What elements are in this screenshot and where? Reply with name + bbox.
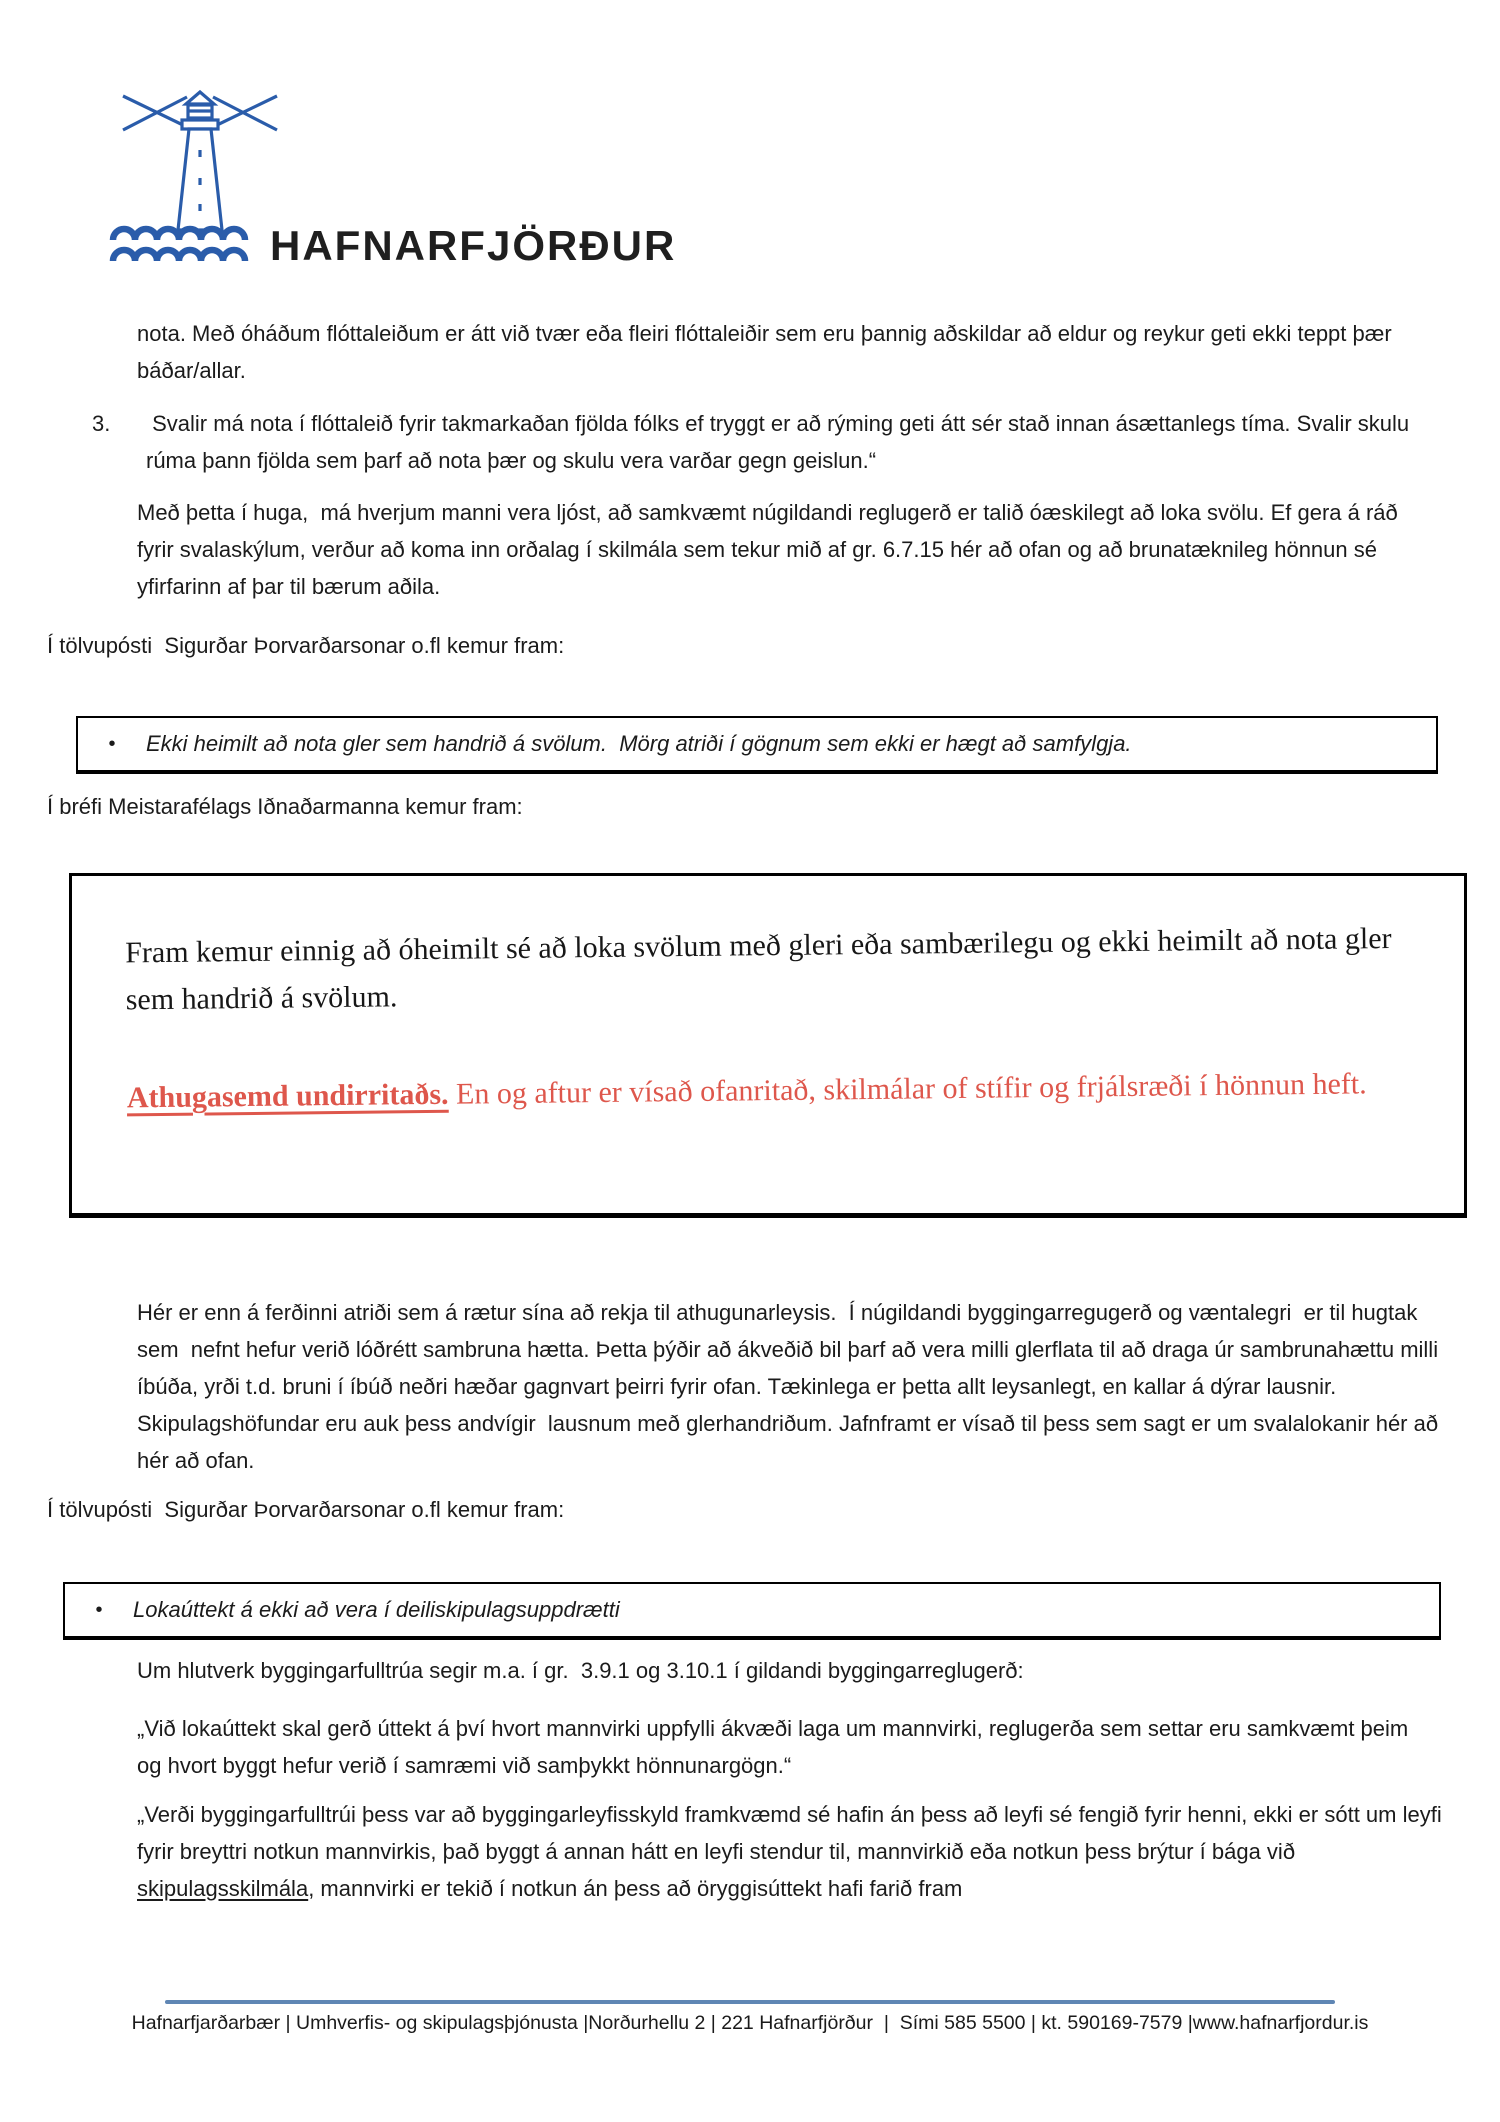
footer-divider [165, 2000, 1335, 2004]
list-item-text: Svalir má nota í flóttaleið fyrir takmarkaðan fjölda fólks ef tryggt er að rýming geti átt sér stað innan ásættanlegs tíma. Svalir skulu rúma þann fjölda sem þarf að nota þær og skulu vera varðar gegn geislun.“ [146, 411, 1416, 473]
list-number: 3. [92, 411, 111, 436]
letter-heading: Í bréfi Meistarafélags Iðnaðarmanna kemur fram: [47, 794, 523, 819]
scan-red-text [127, 1061, 1432, 1121]
list-item-3 [92, 405, 1442, 479]
email-heading-1: Í tölvupósti Sigurðar Þorvarðarsonar o.fl kemur fram: [47, 633, 565, 658]
paragraph-med-thetta: Með þetta í huga, má hverjum manni vera ljóst, að samkvæmt núgildandi reglugerð er talið óæskilegt að loka svölu. Ef gera á ráð fyrir svalaskýlum, verður að koma inn orðalag í skilmála sem tekur mið af gr. 6.7.15 hér að ofan og að brunatæknileg hönnun sé yfirfarinn af þar til bærum aðila. [137, 500, 1404, 599]
para6-before: „Verði byggingarfulltrúi þess var að byggingarleyfisskyld framkvæmd sé hafin án þess að leyfi sé fengið fyrir henni, ekki er sótt um leyfi fyrir breyttri notkun mannvirkis, það byggt á annan hátt en leyfi stendur til, mannvirkið eða notkun þess brýtur í bága við [137, 1802, 1448, 1864]
para6-underlined-word: skipulagsskilmála [137, 1876, 309, 1901]
quote-box-2 [63, 1582, 1441, 1640]
paragraph-verdi-byggingarfulltrui [137, 1796, 1448, 1907]
paragraph-vid-lokauttekt: „Við lokaúttekt skal gerð úttekt á því hvort mannvirki uppfylli ákvæði laga um mannvirki, reglugerða sem settar eru samkvæmt þeim og hvort byggt hefur verið í samræmi við samþykkt hönnunargögn.“ [137, 1716, 1415, 1778]
quote-box-2-text: Lokaúttekt á ekki að vera í deiliskipulagsuppdrætti [133, 1597, 620, 1622]
scan-red-body: En og aftur er vísað ofanritað, skilmálar of stífir og frjálsræði í hönnun heft. [448, 1067, 1367, 1111]
quote-box-1 [76, 716, 1438, 774]
paragraph-flottaleidir: nota. Með óháðum flóttaleiðum er átt við tvær eða fleiri flóttaleiðir sem eru þannig aðskildar að eldur og reykur geti ekki teppt þær báðar/allar. [137, 321, 1398, 383]
scanned-letter-box [69, 873, 1467, 1218]
bullet-icon: • [95, 1599, 103, 1621]
scan-black-text: Fram kemur einnig að óheimilt sé að loka svölum með gleri eða sambærilegu og ekki heimilt að nota gler sem handrið á svölum. [125, 921, 1400, 1017]
quote-box-1-text: Ekki heimilt að nota gler sem handrið á svölum. Mörg atriði í gögnum sem ekki er hægt að samfylgja. [146, 731, 1132, 756]
bullet-icon: • [108, 733, 116, 755]
para6-after: , mannvirki er tekið í notkun án þess að öryggisúttekt hafi farið fram [308, 1876, 963, 1901]
footer-contact: Hafnarfjarðarbær | Umhverfis- og skipulagsþjónusta |Norðurhellu 2 | 221 Hafnarfjörður | Sími 585 5500 | kt. 590169-7579 |www.hafnarfjordur.is [131, 2012, 1369, 2034]
scan-red-label: Athugasemd undirritaðs. [126, 1077, 449, 1115]
paragraph-her-er-enn: Hér er enn á ferðinni atriði sem á rætur sína að rekja til athugunarleysis. Í núgildandi byggingarregugerð og væntalegri er til hugtak sem nefnt hefur verið lóðrétt sambruna hætta. Þetta þýðir að ákveðið bil þarf að vera milli glerflata til að draga úr sambrunahættu milli íbúða, yrði t.d. bruni í íbúð neðri hæðar gagnvart þeirri fyrir ofan. Tækinlega er þetta allt leysanlegt, en kallar á dýrar lausnir. Skipulagshöfundar eru auk þess andvígir lausnum með glerhandriðum. Jafnframt er vísað til þess sem sagt er um svalalokanir hér að hér að ofan. [137, 1300, 1445, 1473]
email-heading-2: Í tölvupósti Sigurðar Þorvarðarsonar o.fl kemur fram: [47, 1497, 565, 1522]
brand-name: HAFNARFJÖRÐUR [270, 222, 677, 269]
paragraph-um-hlutverk: Um hlutverk byggingarfulltrúa segir m.a. í gr. 3.9.1 og 3.10.1 í gildandi byggingarreglugerð: [137, 1658, 1024, 1683]
scanned-letter-content [125, 915, 1432, 1121]
lighthouse-icon [103, 80, 281, 278]
